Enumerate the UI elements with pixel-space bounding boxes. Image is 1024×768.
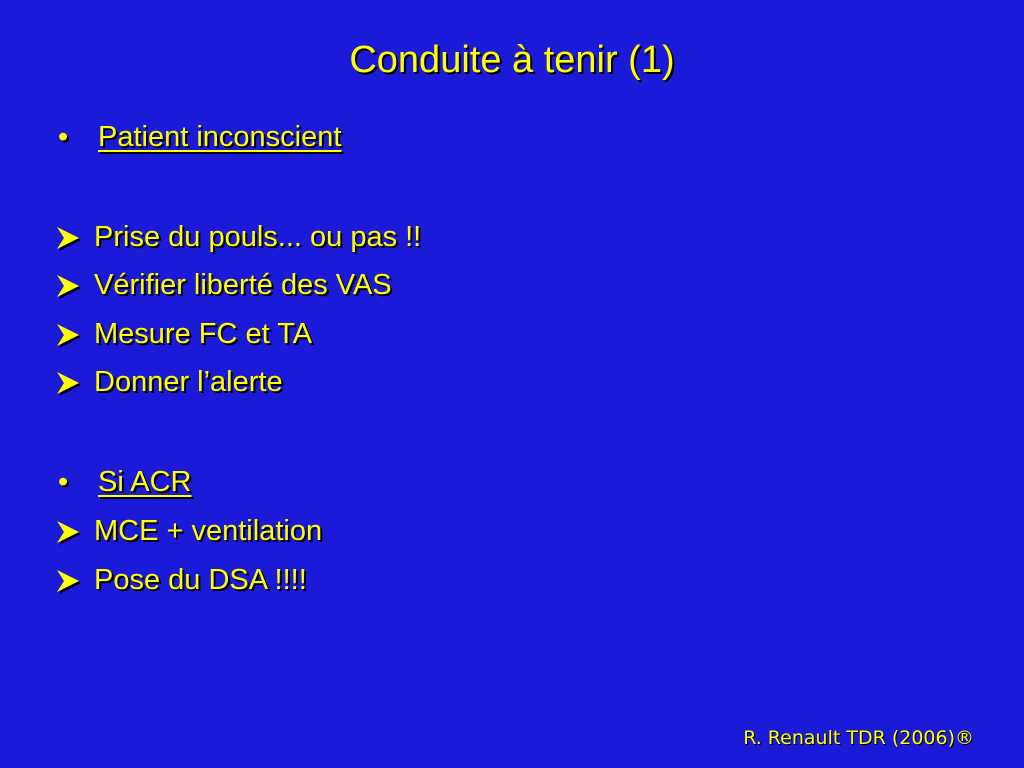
list-item bbox=[54, 362, 283, 402]
list-item-label: Mesure FC et TA bbox=[94, 318, 313, 350]
section-heading-si-acr bbox=[54, 462, 191, 502]
list-item bbox=[54, 560, 307, 600]
list-item-label: MCE + ventilation bbox=[94, 515, 323, 547]
bullet-icon: • bbox=[58, 121, 69, 153]
slide-title: Conduite à tenir (1) bbox=[349, 39, 675, 81]
list-item bbox=[54, 314, 312, 354]
list-item bbox=[54, 511, 322, 551]
arrow-bullet-icon bbox=[54, 225, 94, 251]
arrow-bullet-icon bbox=[54, 322, 94, 348]
list-item bbox=[54, 265, 392, 305]
arrow-bullet-icon bbox=[54, 519, 94, 545]
section-heading-label: Patient inconscient bbox=[98, 121, 342, 153]
list-item bbox=[54, 217, 421, 257]
section-heading-label: Si ACR bbox=[98, 466, 192, 498]
footer-credit: R. Renault TDR (2006)® bbox=[743, 727, 974, 749]
arrow-bullet-icon bbox=[54, 370, 94, 396]
list-item-label: Vérifier liberté des VAS bbox=[94, 269, 392, 301]
list-item-label: Prise du pouls... ou pas !! bbox=[94, 221, 422, 253]
arrow-bullet-icon bbox=[54, 273, 94, 299]
arrow-bullet-icon bbox=[54, 568, 94, 594]
bullet-icon: • bbox=[58, 466, 69, 498]
list-item-label: Donner l’alerte bbox=[94, 366, 283, 398]
list-item-label: Pose du DSA !!!! bbox=[94, 564, 307, 596]
section-heading-patient-inconscient bbox=[54, 117, 341, 157]
